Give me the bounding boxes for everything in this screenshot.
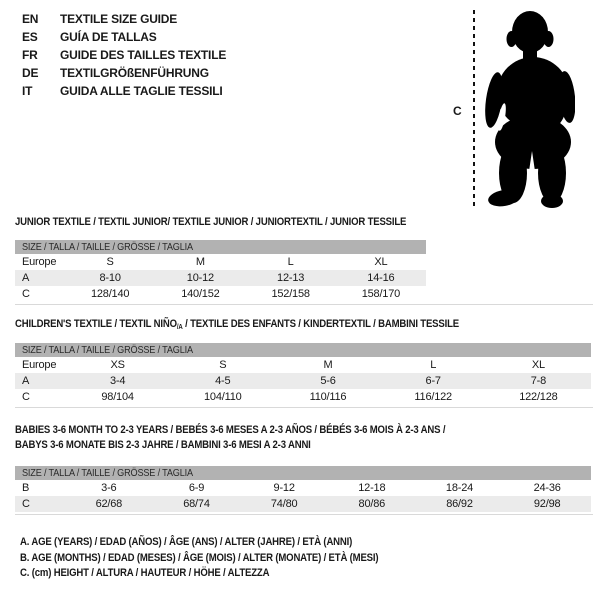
table-row — [15, 357, 591, 373]
table-title-junior — [15, 215, 465, 230]
table-row — [15, 270, 426, 286]
size-cell: S — [106, 256, 114, 268]
size-header-text: SIZE / TALLA / TAILLE / GRÖSSE / TAGLIA — [22, 241, 193, 253]
language-label: GUIDA ALLE TAGLIE TESSILI — [60, 84, 223, 98]
language-list — [22, 10, 226, 100]
row-label: B — [22, 482, 30, 494]
size-cell: 128/140 — [90, 288, 130, 300]
language-code: EN — [22, 12, 39, 26]
size-cell: XS — [110, 359, 125, 371]
table-divider — [15, 514, 593, 515]
language-label: TEXTILGRÖßENFÜHRUNG — [60, 66, 209, 80]
size-table-junior — [15, 240, 426, 302]
table-title-babies — [15, 423, 510, 453]
size-cell: L — [430, 359, 437, 371]
size-cell: M — [323, 359, 333, 371]
title-text: CHILDREN'S TEXTILE / TEXTIL NIÑO — [15, 318, 177, 330]
size-cell: XL — [374, 256, 388, 268]
footnote-a: A. AGE (YEARS) / EDAD (AÑOS) / ÂGE (ANS) / ALTER (JAHRE) / ETÀ (ANNI) — [20, 536, 353, 548]
footnote-c: C. (cm) HEIGHT / ALTURA / HAUTEUR / HÖHE / ALTEZZA — [20, 567, 270, 579]
footnotes — [20, 535, 432, 582]
size-cell: 12-18 — [358, 482, 386, 494]
size-cell: 6-7 — [425, 375, 441, 387]
size-cell: 122/128 — [519, 391, 558, 403]
table-row — [15, 496, 591, 512]
size-cell: 140/152 — [181, 288, 220, 300]
size-cell: 9-12 — [273, 482, 295, 494]
language-row — [22, 28, 226, 46]
height-marker-label: C — [453, 104, 462, 118]
row-label: Europe — [22, 359, 57, 371]
row-label: A — [22, 272, 30, 284]
size-cell: 8-10 — [99, 272, 121, 284]
size-header-bar — [15, 466, 591, 480]
title-text: JUNIOR TEXTILE / TEXTIL JUNIOR/ TEXTILE JUNIOR / JUNIORTEXTIL / JUNIOR TESSILE — [15, 216, 407, 228]
table-row — [15, 286, 426, 302]
size-table-babies — [15, 466, 591, 512]
language-code: DE — [22, 66, 39, 80]
footnote-b: B. AGE (MONTHS) / EDAD (MESES) / ÂGE (MOIS) / ALTER (MONATE) / ETÀ (MESI) — [20, 551, 379, 564]
language-code: ES — [22, 30, 38, 44]
row-label: C — [22, 288, 30, 300]
size-cell: 104/110 — [204, 391, 242, 403]
table-row — [15, 389, 591, 405]
table-title-line — [15, 423, 510, 438]
size-cell: 74/80 — [270, 498, 298, 510]
size-cell: XL — [531, 359, 545, 371]
size-cell: 68/74 — [183, 498, 210, 510]
size-cell: 92/98 — [533, 498, 561, 510]
size-cell: 6-9 — [188, 482, 205, 494]
size-cell: 18-24 — [445, 482, 474, 494]
title-text: BABYS 3-6 MONATE BIS 2-3 JAHRE / BAMBINI 3-6 MESI A 2-3 ANNI — [15, 439, 311, 451]
size-header-text: SIZE / TALLA / TAILLE / GRÖSSE / TAGLIA — [22, 344, 193, 356]
size-cell: 152/158 — [271, 288, 310, 300]
language-code: IT — [22, 84, 33, 98]
size-table-children — [15, 343, 591, 405]
size-cell: M — [195, 256, 205, 268]
language-code: FR — [22, 48, 38, 62]
table-title-children — [15, 317, 525, 333]
table-title-line — [15, 215, 465, 230]
language-row — [22, 46, 226, 64]
language-row — [22, 82, 226, 100]
table-row — [15, 480, 591, 496]
row-label: C — [22, 498, 30, 510]
language-label: TEXTILE SIZE GUIDE — [60, 12, 178, 26]
size-cell: 158/170 — [361, 288, 401, 300]
table-divider — [15, 304, 593, 305]
size-cell: L — [287, 256, 294, 268]
table-title-line — [15, 438, 510, 453]
size-cell: 7-8 — [530, 375, 547, 387]
row-label: Europe — [22, 256, 57, 268]
size-cell: 24-36 — [533, 482, 561, 494]
table-row — [15, 254, 426, 270]
table-row — [15, 373, 591, 389]
title-text: / TEXTILE DES ENFANTS / KINDERTEXTIL / BAMBINI TESSILE — [182, 318, 459, 330]
size-cell: 3-4 — [109, 375, 126, 387]
table-title-line — [15, 317, 459, 333]
size-cell: 4-5 — [215, 375, 231, 387]
toddler-silhouette-icon — [483, 5, 575, 210]
size-cell: 3-6 — [101, 482, 117, 494]
size-cell: 10-12 — [186, 272, 214, 284]
size-cell: 86/92 — [446, 498, 473, 510]
size-header-bar — [15, 343, 591, 357]
table-divider — [15, 407, 593, 408]
size-header-text: SIZE / TALLA / TAILLE / GRÖSSE / TAGLIA — [22, 467, 193, 479]
size-cell: S — [219, 359, 227, 371]
row-label: C — [22, 391, 30, 403]
size-header-bar — [15, 240, 426, 254]
language-row — [22, 10, 226, 28]
size-cell: 98/104 — [101, 391, 134, 403]
row-label: A — [22, 375, 30, 387]
language-label: GUÍA DE TALLAS — [60, 30, 157, 44]
size-cell: 110/116 — [309, 391, 347, 403]
size-cell: 12-13 — [277, 272, 305, 284]
size-cell: 80/86 — [358, 498, 386, 510]
size-cell: 62/68 — [95, 498, 123, 510]
size-cell: 5-6 — [320, 375, 336, 387]
height-dashed-line — [473, 10, 475, 206]
language-row — [22, 64, 226, 82]
title-text: BABIES 3-6 MONTH TO 2-3 YEARS / BEBÉS 3-6 MESES A 2-3 AÑOS / BÉBÉS 3-6 MOIS À 2-3 ANS / — [15, 424, 446, 436]
language-label: GUIDE DES TAILLES TEXTILE — [60, 48, 227, 62]
title-subscript: /A — [176, 324, 183, 331]
size-cell: 116/122 — [414, 391, 452, 403]
size-cell: 14-16 — [367, 272, 395, 284]
